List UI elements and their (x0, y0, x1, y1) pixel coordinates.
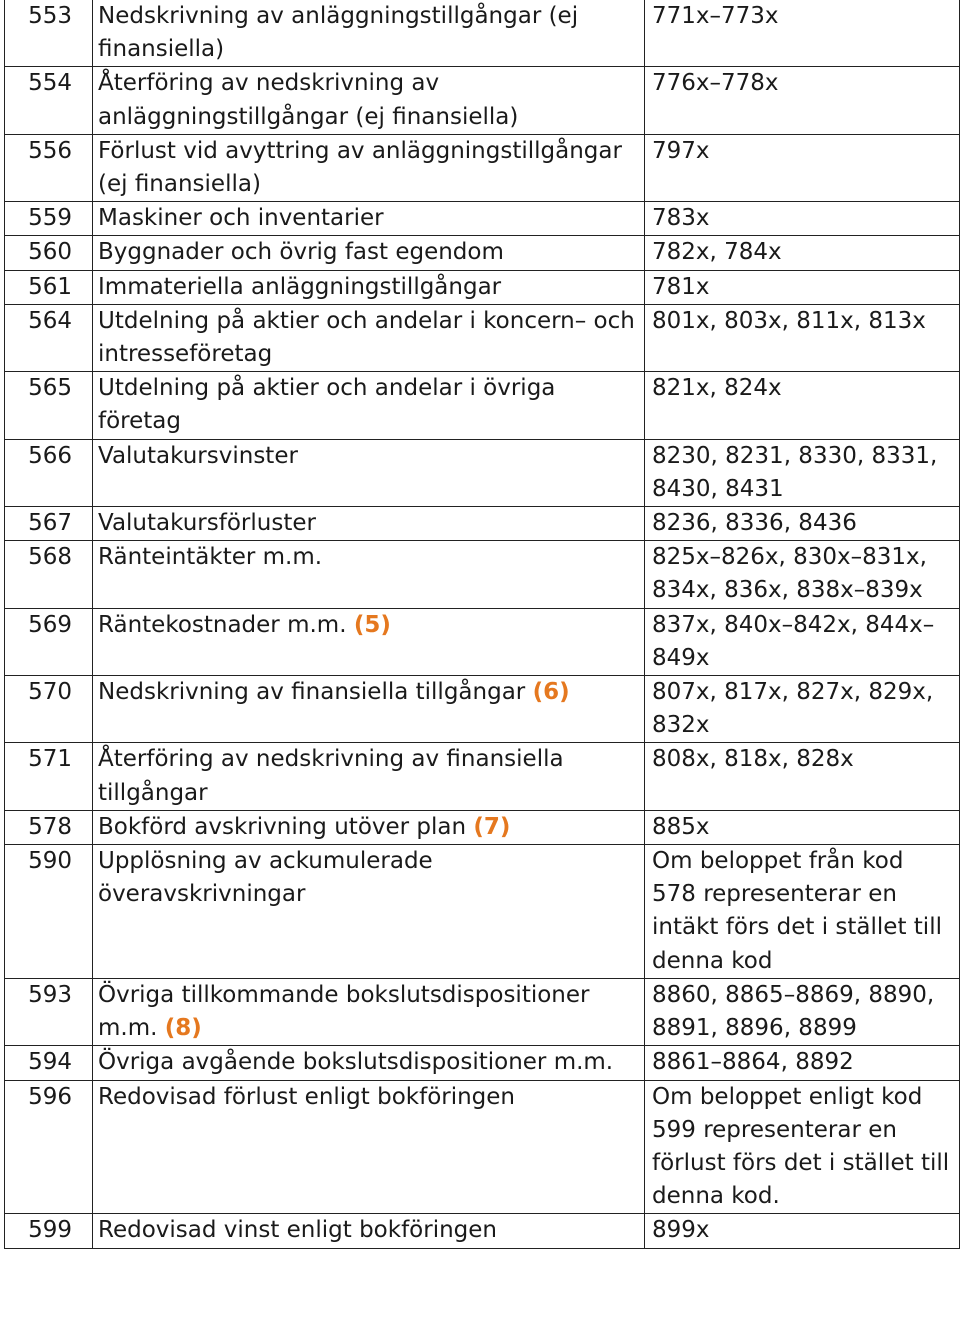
table-row (5, 1080, 960, 1214)
table-row (5, 0, 960, 67)
table-row (5, 978, 960, 1045)
row-code: 594 (5, 1046, 93, 1080)
row-code: 565 (5, 372, 93, 439)
footnote-ref[interactable]: (6) (532, 679, 570, 706)
footnote-ref[interactable]: (8) (164, 1015, 202, 1042)
row-accounts: 797x (645, 134, 960, 201)
row-description (93, 202, 645, 236)
row-accounts: 8861–8864, 8892 (645, 1046, 960, 1080)
row-description (93, 134, 645, 201)
account-mapping-table (4, 0, 960, 1249)
row-description (93, 507, 645, 541)
table-row (5, 743, 960, 810)
row-code: 569 (5, 608, 93, 675)
row-accounts: 807x, 817x, 827x, 829x, 832x (645, 676, 960, 743)
row-code: 561 (5, 270, 93, 304)
description-text: Återföring av nedskrivning av finansiella tillgångar (98, 746, 564, 806)
description-text: Övriga avgående bokslutsdispositioner m.m. (98, 1049, 614, 1076)
table-row (5, 810, 960, 844)
table-row (5, 1046, 960, 1080)
row-accounts: 8860, 8865–8869, 8890, 8891, 8896, 8899 (645, 978, 960, 1045)
description-text: Övriga tillkommande bokslutsdispositioner m.m. (98, 981, 590, 1042)
row-code: 556 (5, 134, 93, 201)
table-row (5, 845, 960, 979)
description-text: Bokförd avskrivning utöver plan (98, 813, 467, 840)
table-row (5, 507, 960, 541)
description-text: Återföring av nedskrivning av anläggningstillgångar (ej finansiella) (98, 70, 519, 130)
row-accounts: 885x (645, 810, 960, 844)
description-text: Förlust vid avyttring av anläggningstillgångar (ej finansiella) (98, 137, 622, 198)
row-accounts: 771x–773x (645, 0, 960, 67)
row-description (93, 304, 645, 371)
row-description (93, 439, 645, 506)
row-accounts: Om beloppet från kod 578 representerar en intäkt förs det i stället till denna kod (645, 845, 960, 979)
description-text: Ränteintäkter m.m. (98, 544, 323, 571)
row-accounts: 776x–778x (645, 67, 960, 134)
table-row (5, 676, 960, 743)
row-description (93, 978, 645, 1045)
table-row (5, 439, 960, 506)
description-text: Nedskrivning av anläggningstillgångar (ej finansiella) (98, 3, 579, 63)
row-description (93, 0, 645, 67)
description-text: Redovisad vinst enligt bokföringen (98, 1217, 497, 1244)
table-row (5, 134, 960, 201)
row-description (93, 541, 645, 608)
description-text: Byggnader och övrig fast egendom (98, 239, 504, 266)
row-code: 599 (5, 1214, 93, 1248)
row-code: 553 (5, 0, 93, 67)
row-code: 590 (5, 845, 93, 979)
table-row (5, 1214, 960, 1248)
table-row (5, 372, 960, 439)
row-accounts: 8230, 8231, 8330, 8331, 8430, 8431 (645, 439, 960, 506)
row-code: 566 (5, 439, 93, 506)
table-row (5, 608, 960, 675)
row-code: 568 (5, 541, 93, 608)
row-code: 578 (5, 810, 93, 844)
row-code: 560 (5, 236, 93, 270)
row-description (93, 372, 645, 439)
row-accounts: 837x, 840x–842x, 844x–849x (645, 608, 960, 675)
row-description (93, 67, 645, 134)
description-text: Redovisad förlust enligt bokföringen (98, 1083, 516, 1110)
row-description (93, 1080, 645, 1214)
table-row (5, 236, 960, 270)
row-code: 559 (5, 202, 93, 236)
table-row (5, 270, 960, 304)
table-row (5, 541, 960, 608)
footnote-ref[interactable]: (5) (353, 611, 391, 638)
row-description (93, 810, 645, 844)
description-text: Valutakursvinster (98, 442, 298, 469)
row-accounts: 801x, 803x, 811x, 813x (645, 304, 960, 371)
row-accounts: 825x–826x, 830x–831x, 834x, 836x, 838x–839x (645, 541, 960, 608)
row-description (93, 1214, 645, 1248)
footnote-ref[interactable]: (7) (473, 813, 511, 840)
description-text: Upplösning av ackumulerade överavskrivningar (98, 848, 433, 908)
table-row (5, 67, 960, 134)
row-description (93, 1046, 645, 1080)
table-row (5, 202, 960, 236)
row-code: 570 (5, 676, 93, 743)
table-row (5, 304, 960, 371)
description-text: Immateriella anläggningstillgångar (98, 273, 502, 300)
row-accounts: 821x, 824x (645, 372, 960, 439)
table-body (5, 0, 960, 1248)
description-text: Räntekostnader m.m. (98, 611, 347, 638)
row-description (93, 743, 645, 810)
row-description (93, 236, 645, 270)
row-description (93, 676, 645, 743)
row-code: 567 (5, 507, 93, 541)
row-accounts: 899x (645, 1214, 960, 1248)
row-code: 596 (5, 1080, 93, 1214)
row-accounts: 781x (645, 270, 960, 304)
row-code: 564 (5, 304, 93, 371)
row-accounts: 808x, 818x, 828x (645, 743, 960, 810)
description-text: Nedskrivning av finansiella tillgångar (98, 679, 526, 706)
row-accounts: 782x, 784x (645, 236, 960, 270)
row-accounts: Om beloppet enligt kod 599 representerar en förlust förs det i stället till denna kod. (645, 1080, 960, 1214)
row-code: 554 (5, 67, 93, 134)
description-text: Utdelning på aktier och andelar i koncern– och intresseföretag (98, 307, 635, 368)
row-accounts: 8236, 8336, 8436 (645, 507, 960, 541)
row-description (93, 608, 645, 675)
row-code: 571 (5, 743, 93, 810)
description-text: Utdelning på aktier och andelar i övriga företag (98, 375, 556, 435)
row-description (93, 845, 645, 979)
description-text: Valutakursförluster (98, 510, 316, 537)
row-accounts: 783x (645, 202, 960, 236)
row-description (93, 270, 645, 304)
row-code: 593 (5, 978, 93, 1045)
description-text: Maskiner och inventarier (98, 205, 384, 232)
